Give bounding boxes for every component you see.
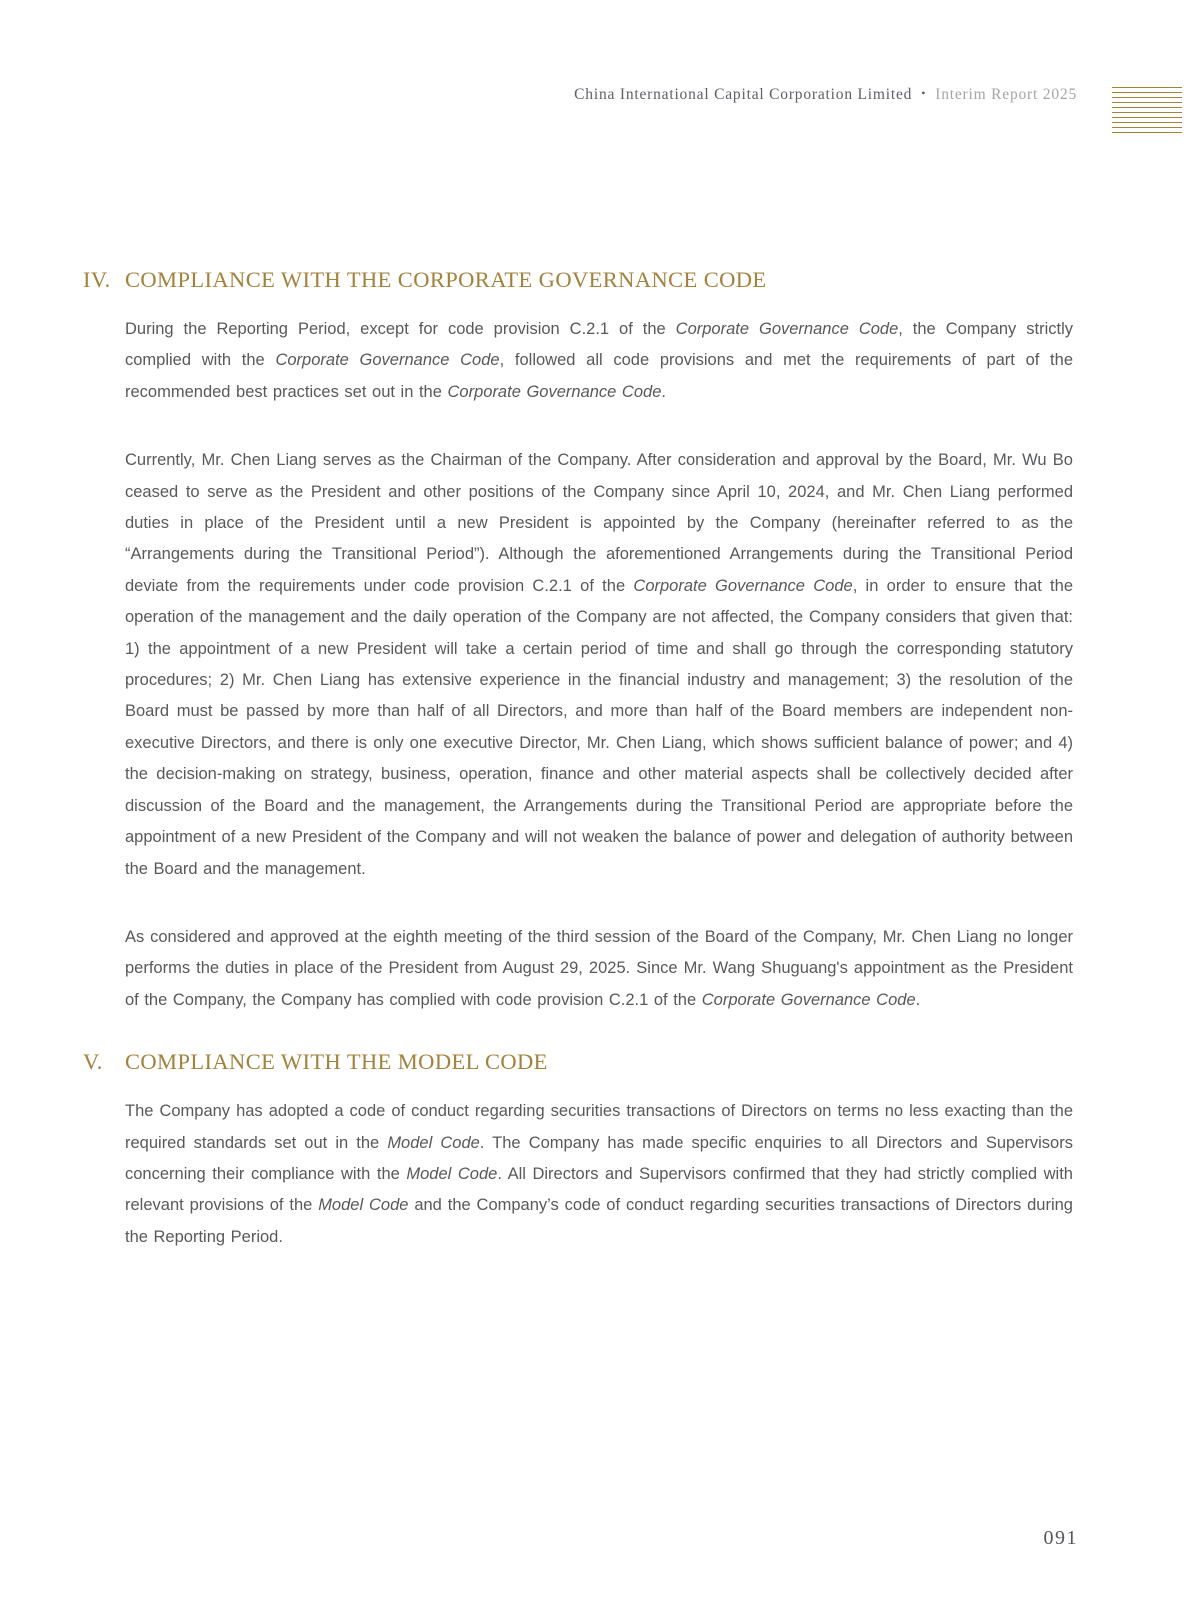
section-number: IV. bbox=[83, 267, 111, 292]
section-title: COMPLIANCE WITH THE MODEL CODE bbox=[125, 1049, 548, 1075]
section-title: COMPLIANCE WITH THE CORPORATE GOVERNANCE CODE bbox=[125, 267, 767, 292]
section-heading bbox=[83, 266, 1073, 293]
header-report-title: Interim Report 2025 bbox=[935, 86, 1077, 103]
header-lines-decoration bbox=[1112, 87, 1182, 134]
paragraph: Currently, Mr. Chen Liang serves as the Chairman of the Company. After consideration and approval by the Board, Mr. Wu Bo ceased to serve as the President and other positions of the Company since April 10, 2024, and Mr. Chen Liang performed duties in place of the President until a new President is appointed by the Company (hereinafter referred to as the “Arrangements during the Transitional Period”). Although the aforementioned Arrangements during the Transitional Period deviate from the requirements under code provision C.2.1 of the Corporate Governance Code, in order to ensure that the operation of the management and the daily operation of the Company are not affected, the Company considers that given that: 1) the appointment of a new President will take a certain period of time and shall go through the corresponding statutory procedures; 2) Mr. Chen Liang has extensive experience in the financial industry and management; 3) the resolution of the Board must be passed by more than half of all Directors, and more than half of the Board members are independent non-executive Directors, and there is only one executive Director, Mr. Chen Liang, which shows sufficient balance of power; and 4) the decision-making on strategy, business, operation, finance and other material aspects shall be collectively decided after discussion of the Board and the management, the Arrangements during the Transitional Period are appropriate before the appointment of a new President of the Company and will not weaken the balance of power and delegation of authority between the Board and the management. bbox=[125, 451, 1073, 878]
section-v bbox=[83, 1048, 1073, 1253]
paragraph: During the Reporting Period, except for code provision C.2.1 of the Corporate Governance Code, the Company strictly complied with the Corporate Governance Code, followed all code provisions and met the requirements of part of the recommended best practices set out in the Corporate Governance Code. bbox=[125, 320, 1074, 401]
page-number: 091 bbox=[1043, 1527, 1078, 1549]
paragraph: The Company has adopted a code of conduct regarding securities transactions of Directors on terms no less exacting than the required standards set out in the Model Code. The Company has made specific enquiries to all Directors and Supervisors concerning their compliance with the Model Code. All Directors and Supervisors confirmed that they had strictly complied with relevant provisions of the Model Code and the Company’s code of conduct regarding securities transactions of Directors during the Reporting Period. bbox=[125, 1102, 1073, 1246]
section-iv bbox=[83, 266, 1073, 1016]
header-bullet-separator: • bbox=[921, 86, 927, 100]
header-company-name: China International Capital Corporation Limited bbox=[574, 86, 913, 103]
page-header bbox=[574, 86, 1077, 104]
section-number: V. bbox=[83, 1049, 103, 1075]
document-body bbox=[83, 266, 1073, 1253]
paragraph: As considered and approved at the eighth meeting of the third session of the Board of the Company, Mr. Chen Liang no longer performs the duties in place of the President from August 29, 2025. Since Mr. Wang Shuguang's appointment as the President of the Company, the Company has complied with code provision C.2.1 of the Corporate Governance Code. bbox=[125, 927, 1073, 1009]
section-heading bbox=[83, 1048, 1073, 1075]
